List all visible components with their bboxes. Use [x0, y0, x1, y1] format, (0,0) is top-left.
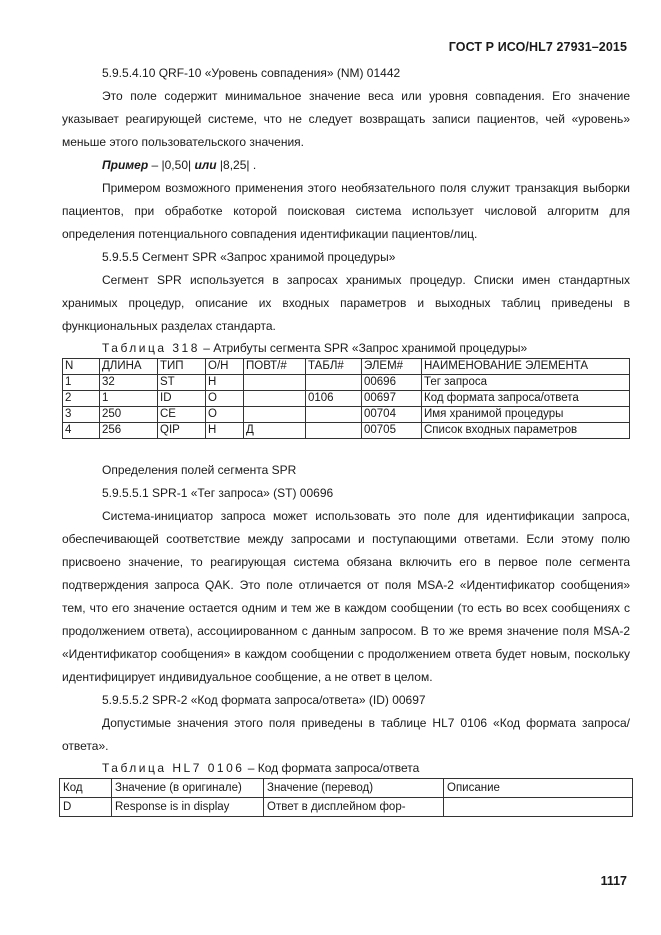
- table-header-cell: Код: [60, 779, 112, 798]
- table-cell: CE: [158, 407, 206, 423]
- table-header-cell: N: [63, 359, 100, 375]
- table-cell: [244, 407, 306, 423]
- table-cell: Ответ в дисплейном фор-: [264, 798, 444, 817]
- example-or: или: [194, 158, 217, 172]
- table-cell: 3: [63, 407, 100, 423]
- paragraph: Сегмент SPR используется в запросах хранимых процедур. Списки имен стандартных хранимых процедур, описание их входных параметров и выходных таблиц приведены в функциональных разделах стандарта.: [62, 273, 630, 333]
- table-cell: Д: [244, 423, 306, 439]
- table-caption-number: Таблица HL7 0106: [102, 761, 245, 775]
- section-heading-definitions: Определения полей сегмента SPR: [102, 463, 297, 477]
- page-number: 1117: [600, 874, 627, 888]
- table-header-cell: НАИМЕНОВАНИЕ ЭЛЕМЕНТА: [422, 359, 630, 375]
- table-cell: QIP: [158, 423, 206, 439]
- table-cell: 00705: [362, 423, 422, 439]
- table-cell: Список входных параметров: [422, 423, 630, 439]
- table-cell: 2: [63, 391, 100, 407]
- table-cell: [244, 375, 306, 391]
- table-cell: Код формата запроса/ответа: [422, 391, 630, 407]
- table-row: [63, 375, 630, 391]
- table-cell: [244, 391, 306, 407]
- spr-attributes-table: [62, 358, 630, 439]
- table-cell: [444, 798, 633, 817]
- table-cell: Имя хранимой процедуры: [422, 407, 630, 423]
- table-header-cell: Значение (перевод): [264, 779, 444, 798]
- table-row: [60, 798, 633, 817]
- table-cell: Тег запроса: [422, 375, 630, 391]
- example-label: Пример: [102, 158, 149, 172]
- page-content: [62, 62, 630, 817]
- table-row: [63, 407, 630, 423]
- example-line: [62, 154, 630, 177]
- example-value-1: – |0,50|: [148, 158, 195, 172]
- table-cell: ST: [158, 375, 206, 391]
- table-cell: О: [206, 407, 244, 423]
- table-cell: [306, 407, 362, 423]
- table-cell: [306, 375, 362, 391]
- table-caption: [102, 758, 630, 778]
- table-cell: Н: [206, 375, 244, 391]
- document-header: ГОСТ Р ИСО/HL7 27931–2015: [448, 40, 627, 54]
- table-header-cell: ТИП: [158, 359, 206, 375]
- table-cell: Response is in display: [112, 798, 264, 817]
- table-row: [63, 423, 630, 439]
- table-cell: 256: [100, 423, 158, 439]
- table-cell: 1: [63, 375, 100, 391]
- table-caption: [102, 338, 630, 358]
- table-cell: D: [60, 798, 112, 817]
- table-header-cell: ПОВТ/#: [244, 359, 306, 375]
- paragraph: Допустимые значения этого поля приведены в таблице HL7 0106 «Код формата запроса/ответа».: [62, 716, 630, 753]
- example-value-2: |8,25| .: [216, 158, 257, 172]
- table-caption-title: – Код формата запроса/ответа: [244, 761, 420, 775]
- section-heading-spr1: 5.9.5.5.1 SPR-1 «Тег запроса» (ST) 00696: [102, 486, 334, 500]
- table-cell: [306, 423, 362, 439]
- section-heading-spr2: 5.9.5.5.2 SPR-2 «Код формата запроса/ответа» (ID) 00697: [102, 693, 426, 707]
- table-cell: Н: [206, 423, 244, 439]
- table-caption-title: – Атрибуты сегмента SPR «Запрос хранимой процедуры»: [199, 341, 528, 355]
- paragraph: Примером возможного применения этого необязательного поля служит транзакция выборки пациентов, при обработке которой поисковая система использует числовой алгоритм для определения потенциального совпадения идентификации пациентов/лиц.: [62, 181, 630, 241]
- table-cell: 250: [100, 407, 158, 423]
- section-heading-qrf10: 5.9.5.4.10 QRF-10 «Уровень совпадения» (NM) 01442: [102, 66, 401, 80]
- table-cell: 0106: [306, 391, 362, 407]
- table-row: [63, 391, 630, 407]
- table-cell: 00696: [362, 375, 422, 391]
- table-header-cell: ДЛИНА: [100, 359, 158, 375]
- table-caption-number: Таблица 318: [102, 341, 200, 355]
- paragraph: Система-инициатор запроса может использовать это поле для идентификации запроса, обеспечивающей соответствие между запросами и поступающими ответами. Если этому полю присвоено значение, то реагирующая система обязана включить его в первое поле сегмента подтверждения запроса QAK. Это поле отличается от поля MSA-2 «Идентификатор сообщения» тем, что его значение остается одним и тем же в каждом сообщении (то есть во всех сообщениях с продолжением ответа), ассоциированном с данным запросом. В то же время значение поля MSA-2 «Идентификатор сообщения» в каждом сообщении с продолжением ответа будет новым, поскольку идентифицирует индивидуальное сообщение, а не ответ в целом.: [62, 509, 630, 684]
- table-header-cell: ЭЛЕМ#: [362, 359, 422, 375]
- table-header-row: [60, 779, 633, 798]
- table-header-cell: Значение (в оригинале): [112, 779, 264, 798]
- table-cell: 1: [100, 391, 158, 407]
- table-header-cell: Описание: [444, 779, 633, 798]
- table-header-cell: О/Н: [206, 359, 244, 375]
- table-cell: О: [206, 391, 244, 407]
- table-cell: 4: [63, 423, 100, 439]
- table-cell: ID: [158, 391, 206, 407]
- table-cell: 00704: [362, 407, 422, 423]
- table-header-row: [63, 359, 630, 375]
- section-heading-spr: 5.9.5.5 Сегмент SPR «Запрос хранимой процедуры»: [102, 250, 396, 264]
- hl7-0106-table: [59, 778, 633, 817]
- paragraph: Это поле содержит минимальное значение веса или уровня совпадения. Его значение указывает реагирующей системе, что не следует возвращать записи пациентов, чей «уровень» меньше этого пользовательского значения.: [62, 89, 630, 149]
- table-cell: 00697: [362, 391, 422, 407]
- table-header-cell: ТАБЛ#: [306, 359, 362, 375]
- table-cell: 32: [100, 375, 158, 391]
